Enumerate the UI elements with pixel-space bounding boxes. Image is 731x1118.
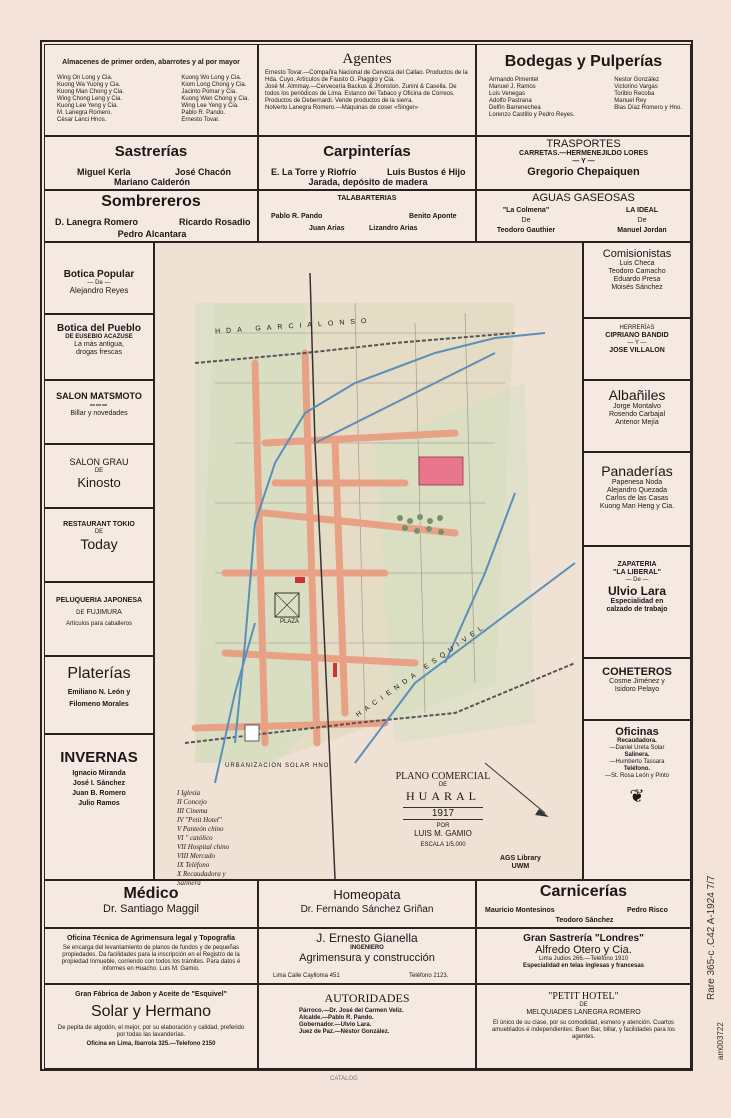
bodegas-title: Bodegas y Pulperías bbox=[504, 53, 663, 70]
panaderias-box: Panaderías Papenesa Noda Alejandro Quezada Carlos de las Casas Kuong Man Heng y Cia. bbox=[583, 452, 691, 546]
botica-pueblo-box: Botica del Pueblo DE EUSEBIO ACAZUSE La más antigua, drogas frescas bbox=[44, 314, 154, 380]
map-svg bbox=[155, 243, 582, 879]
floral-ornament-icon: ❦ bbox=[629, 786, 645, 806]
map-sheet bbox=[40, 40, 693, 1071]
bodegas-right: Nestor González Victorino Vargas Toribio Recoba Manuel Rey Blas Díaz Romero y Hno. bbox=[614, 77, 682, 111]
almacenes-box bbox=[44, 44, 258, 136]
sombrereros-box: Sombrereros D. Lanegra Romero Ricardo Rosadio Pedro Alcantara bbox=[44, 190, 258, 242]
petit-hotel-box: "PETIT HOTEL" DE MELQUIADES LANEGRA ROMERO El único de su clase, por su comodidad, esmero y atención. Cuartos amueblados é independientes: Buen Bar, billar, y facilidades para los agentes. bbox=[476, 984, 691, 1069]
bodegas-left: Armando Pimentel Manuel J. Ramos Luis Venegas Adolfo Pastrana Delfín Barrenechea Lorenzo Castillo y Pedro Reyes. bbox=[489, 77, 575, 118]
map-label-urbanizacion: URBANIZACION SOLAR HNO bbox=[225, 763, 330, 769]
sastrerias-title: Sastrerías bbox=[114, 143, 188, 160]
map-label-plaza: PLAZA bbox=[280, 619, 300, 625]
invernas-box: INVERNAS Ignacio Miranda José I. Sánchez Juan B. Romero Julio Ramos bbox=[44, 734, 154, 880]
oficinas-box: Oficinas Recaudadora. —Daniel Ureta Solar Salinera. —Humberto Tassara Teléfono. —St. Rosa León y Pinto ❦ bbox=[583, 720, 691, 880]
map-block-vi bbox=[419, 457, 463, 485]
almacenes-left: Wing On Long y Cia. Kuong Wa Yuong y Cia. Kuong Man Chong y Cia. Wing Chong Leng y Cia. Kuong Lee Yeng y Cia. M. Lanegra Romero. César Lanci Hnos. bbox=[57, 75, 125, 123]
autoridades-box: AUTORIDADES Párroco.—Dr. José del Carmen Veliz. Alcalde.—Pablo R. Pando. Gobernador.—Ulvio Lara. Juez de Paz.—Néstor González. bbox=[258, 984, 476, 1069]
map-title-block: PLANO COMERCIAL DE HUARAL 1917 POR LUIS M. GAMIO ESCALA 1/5.000 bbox=[395, 771, 491, 848]
trasportes-box: TRASPORTES CARRETAS.—HERMENEJILDO LORES — Y — Gregorio Chepaiquen bbox=[476, 136, 691, 190]
call-number-stamp: Rare 365-c .C42 A-1924 7/7 bbox=[706, 875, 717, 1000]
medico-box: Médico Dr. Santiago Maggil bbox=[44, 880, 258, 928]
aguas-box: AGUAS GASEOSAS "La Colmena" De Teodoro Gauthier LA IDEAL De Manuel Jordan bbox=[476, 190, 691, 242]
londres-box: Gran Sastrería "Londres" Alfredo Otero y Cia. Lima Judios 266.—Teléfono 1910 Especialidad en telas inglesas y francesas bbox=[476, 928, 691, 984]
carnicerias-box: Carnicerías Mauricio Montesinos Pedro Risco Teodoro Sánchez bbox=[476, 880, 691, 928]
talabarterias-box: TALABARTERIAS Pablo R. Pando Benito Aponte Juan Arias Lizandro Arias bbox=[258, 190, 476, 242]
map-block-iglesia bbox=[295, 577, 305, 583]
agentes-box bbox=[258, 44, 476, 136]
salon-matsmoto-box: SALON MATSMOTO ═══ Billar y novedades bbox=[44, 380, 154, 444]
almacenes-right: Kuong Wo Long y Cia. Kiom Long Chong y Cia. Jacinto Pomar y Cia. Kuong Wen Chong y Cia. Wing Lee Yeng y Cia. Pablo R. Pando. Ernesto Tovar. bbox=[181, 75, 249, 123]
map-label-hacienda-bottom: HACIENDA ESQUIVEL bbox=[355, 622, 489, 719]
albaniles-box: Albañiles Jorge Montalvo Rosendo Carbajal Antenor Mejía bbox=[583, 380, 691, 452]
map-label-hacienda-top: HDA GARCIALONSO bbox=[214, 317, 373, 336]
carpinterias-title: Carpinterías bbox=[323, 143, 411, 160]
homeopata-box: Homeopata Dr. Fernando Sánchez Griñan bbox=[258, 880, 476, 928]
map-block-plaza-bajo bbox=[245, 725, 259, 741]
zapateria-box: ZAPATERIA "LA LIBERAL" — De — Ulvio Lara Especialidad en calzado de trabajo bbox=[583, 546, 691, 658]
gianella-box: J. Ernesto Gianella INGENIERO Agrimensura y construcción Lima Calle Caylloma 451 Teléfono 2123. bbox=[258, 928, 476, 984]
map-area bbox=[154, 242, 583, 887]
comisionistas-box: Comisionistas Luis Checa Teodoro Camacho Eduardo Presa Moisés Sánchez bbox=[583, 242, 691, 318]
library-stamp: AGS Library UWM bbox=[500, 855, 541, 870]
map-legend: I Iglesia II Concejo III Cinema IV "Petit Hotel" V Panteón chino VI " católico VII Hospital chino VIII Mercado IX Teléfono X Recaudadora y Salinera bbox=[177, 789, 230, 887]
ornament-icon: ═══ bbox=[90, 402, 108, 409]
platerias-box: Platerías Emiliano N. León y Filomeno Morales bbox=[44, 656, 154, 734]
sastrerias-box: Sastrerías Miguel Kerla José Chacón Mariano Calderón bbox=[44, 136, 258, 190]
botica-popular-box: Botica Popular — De — Alejandro Reyes bbox=[44, 242, 154, 314]
herrerias-box: HERRERÍAS CIPRIANO BANDID — Y — JOSE VILLALON bbox=[583, 318, 691, 380]
jabon-box: Gran Fábrica de Jabon y Aceite de "Esquivel" Solar y Hermano De pepita de algodón, el mejor, por su elaboración y calidad, preferido por todas las lavanderías. Oficina en Lima, Ibarrola 325.—Telefono 2150 bbox=[44, 984, 258, 1069]
restaurant-tokio-box: RESTAURANT TOKIO DE Today bbox=[44, 508, 154, 582]
salon-grau-box: SALON GRAU DE Kinosto bbox=[44, 444, 154, 508]
agentes-title: Agentes bbox=[342, 51, 392, 67]
sombrereros-title: Sombrereros bbox=[101, 193, 201, 210]
peluqueria-box: PELUQUERIA JAPONESA DE FUJIMURA Artículos para caballeros bbox=[44, 582, 154, 656]
catalog-stamp: CATALOG bbox=[330, 1076, 358, 1082]
carpinterias-box: Carpinterías E. La Torre y Riofrío Luis Bustos é Hijo Jarada, depósito de madera bbox=[258, 136, 476, 190]
agentes-text: Ernesto Tovar.—Compañía Nacional de Cerveza del Callao. Productos de la Hda. Cuyo, Artículos de Fausto G. Piaggio y Cia. José M. Almmay.—Cervecería Backus & Jhonston. Zunini & Casella. De todos los periódicos de Lima. Estanco del Tabaco y Oficina de Correos. Productos de Debernardi. Vende productos de la sierra. Nolverto Lanegra Romero.—Máquinas de coser «Singer» bbox=[265, 70, 468, 111]
accession-stamp: am003722 bbox=[716, 1022, 725, 1060]
almacenes-title: Almacenes de primer orden, abarrotes y al por mayor bbox=[62, 59, 240, 66]
bodegas-box bbox=[476, 44, 691, 136]
oficina-tecnica-box: Oficina Técnica de Agrimensura legal y Topografía Se encarga del levantamiento de planos de fundos y de pequeñas propiedades. Da facilidades para la inscripción en el Registro de la propiedad Inmueble, corriendo con todos los trámites. Para datos é informes en Huacho. Luis M. Gamio. bbox=[44, 928, 258, 984]
coheteros-box: COHETEROS Cosme Jiménez y Isidoro Pelayo bbox=[583, 658, 691, 720]
map-block-mercado bbox=[333, 663, 337, 677]
